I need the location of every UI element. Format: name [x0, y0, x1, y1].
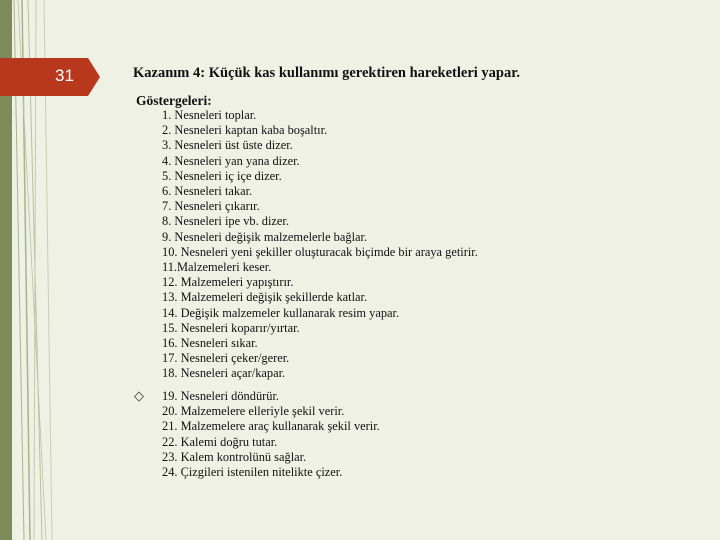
list-item: 5. Nesneleri iç içe dizer.	[162, 168, 282, 183]
list-item: 21. Malzemelere araç kullanarak şekil verir.	[162, 419, 380, 434]
list-item: 9. Nesneleri değişik malzemelerle bağlar.	[162, 229, 368, 244]
list-item: 1. Nesneleri toplar.	[162, 108, 257, 122]
list-item: 16. Nesneleri sıkar.	[162, 336, 258, 351]
list-item: 4. Nesneleri yan yana dizer.	[162, 153, 300, 168]
list-item: 11.Malzemeleri keser.	[162, 260, 272, 275]
indicators-heading: Göstergeleri:	[136, 93, 212, 108]
list-item: 19. Nesneleri döndürür.	[162, 389, 279, 403]
list-item: 13. Malzemeleri değişik şekillerde katlar.	[162, 290, 368, 305]
list-item: 10. Nesneleri yeni şekiller oluşturacak biçimde bir araya getirir.	[162, 244, 478, 259]
list-item: 22. Kalemi doğru tutar.	[162, 434, 278, 449]
list-item: 7. Nesneleri çıkarır.	[162, 199, 260, 214]
indicators-list-continued	[162, 389, 380, 480]
list-item: 24. Çizgileri istenilen nitelikte çizer.	[162, 465, 343, 480]
page-number-tab	[0, 58, 100, 96]
list-item: 3. Nesneleri üst üste dizer.	[162, 138, 293, 153]
indicators-list	[162, 108, 478, 382]
list-item: 15. Nesneleri koparır/yırtar.	[162, 320, 300, 335]
list-item: 6. Nesneleri takar.	[162, 184, 253, 199]
diamond-bullet-icon: ◇	[134, 389, 144, 404]
slide-title: Kazanım 4: Küçük kas kullanımı gerektiren hareketleri yapar.	[133, 65, 520, 81]
list-item: 14. Değişik malzemeler kullanarak resim yapar.	[162, 305, 400, 320]
list-item: 23. Kalem kontrolünü sağlar.	[162, 449, 307, 464]
list-item: 2. Nesneleri kaptan kaba boşaltır.	[162, 123, 328, 138]
list-item: 17. Nesneleri çeker/gerer.	[162, 351, 290, 366]
list-item: 20. Malzemelere elleriyle şekil verir.	[162, 404, 345, 419]
page-number: 31	[55, 66, 74, 85]
list-item: 18. Nesneleri açar/kapar.	[162, 366, 286, 381]
list-item: 8. Nesneleri ipe vb. dizer.	[162, 214, 289, 229]
list-item: 12. Malzemeleri yapıştırır.	[162, 275, 294, 290]
